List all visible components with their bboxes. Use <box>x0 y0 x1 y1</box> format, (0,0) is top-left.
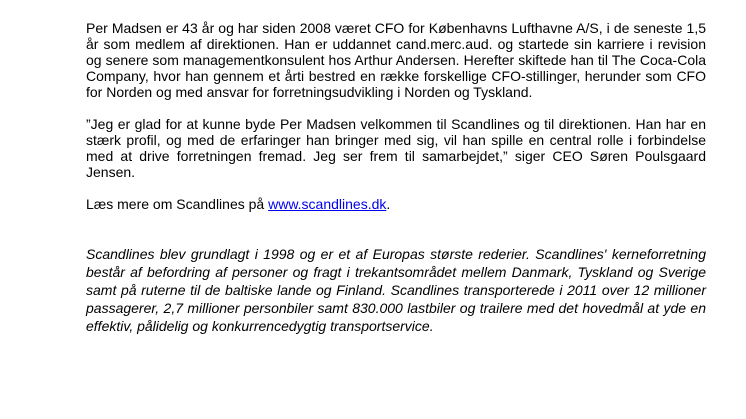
cfo-bio-paragraph: Per Madsen er 43 år og har siden 2008 været CFO for Københavns Lufthavne A/S, i de seneste 1,5 år som medlem af direktionen. Han er uddannet cand.merc.aud. og startede sin karriere i revision og senere som managementkonsulent hos Arthur Andersen. Herefter skiftede han til The Coca-Cola Company, hvor han gennem et årti bestred en række forskellige CFO-stillinger, herunder som CFO for Norden og med ansvar for forretningsudvikling i Norden og Tyskland. <box>86 20 706 100</box>
document-page <box>86 20 706 335</box>
about-scandlines-paragraph: Scandlines blev grundlagt i 1998 og er et af Europas største rederier. Scandlines' kerneforretning består af befordring af personer og fragt i trekantsområdet mellem Danmark, Tyskland og Sverige samt på ruterne til de baltiske lande og Finland. Scandlines transporterede i 2011 over 12 millioner passagerer, 2,7 millioner personbiler samt 830.000 lastbiler og trailere med det hovedmål at yde en effektiv, pålidelig og konkurrencedygtig transportservice. <box>86 246 706 334</box>
scandlines-website-link[interactable]: www.scandlines.dk <box>268 196 387 212</box>
read-more-suffix: . <box>386 196 391 212</box>
read-more-prefix: Læs mere om Scandlines på <box>86 196 269 212</box>
read-more-paragraph <box>86 196 706 212</box>
ceo-quote-paragraph: ”Jeg er glad for at kunne byde Per Madsen velkommen til Scandlines og til direktionen. Han har en stærk profil, og med de erfaringer han bringer med sig, vil han spille en central rolle i forbindelse med at drive forretningen fremad. Jeg ser frem til samarbejdet,” siger CEO Søren Poulsgaard Jensen. <box>86 116 706 180</box>
